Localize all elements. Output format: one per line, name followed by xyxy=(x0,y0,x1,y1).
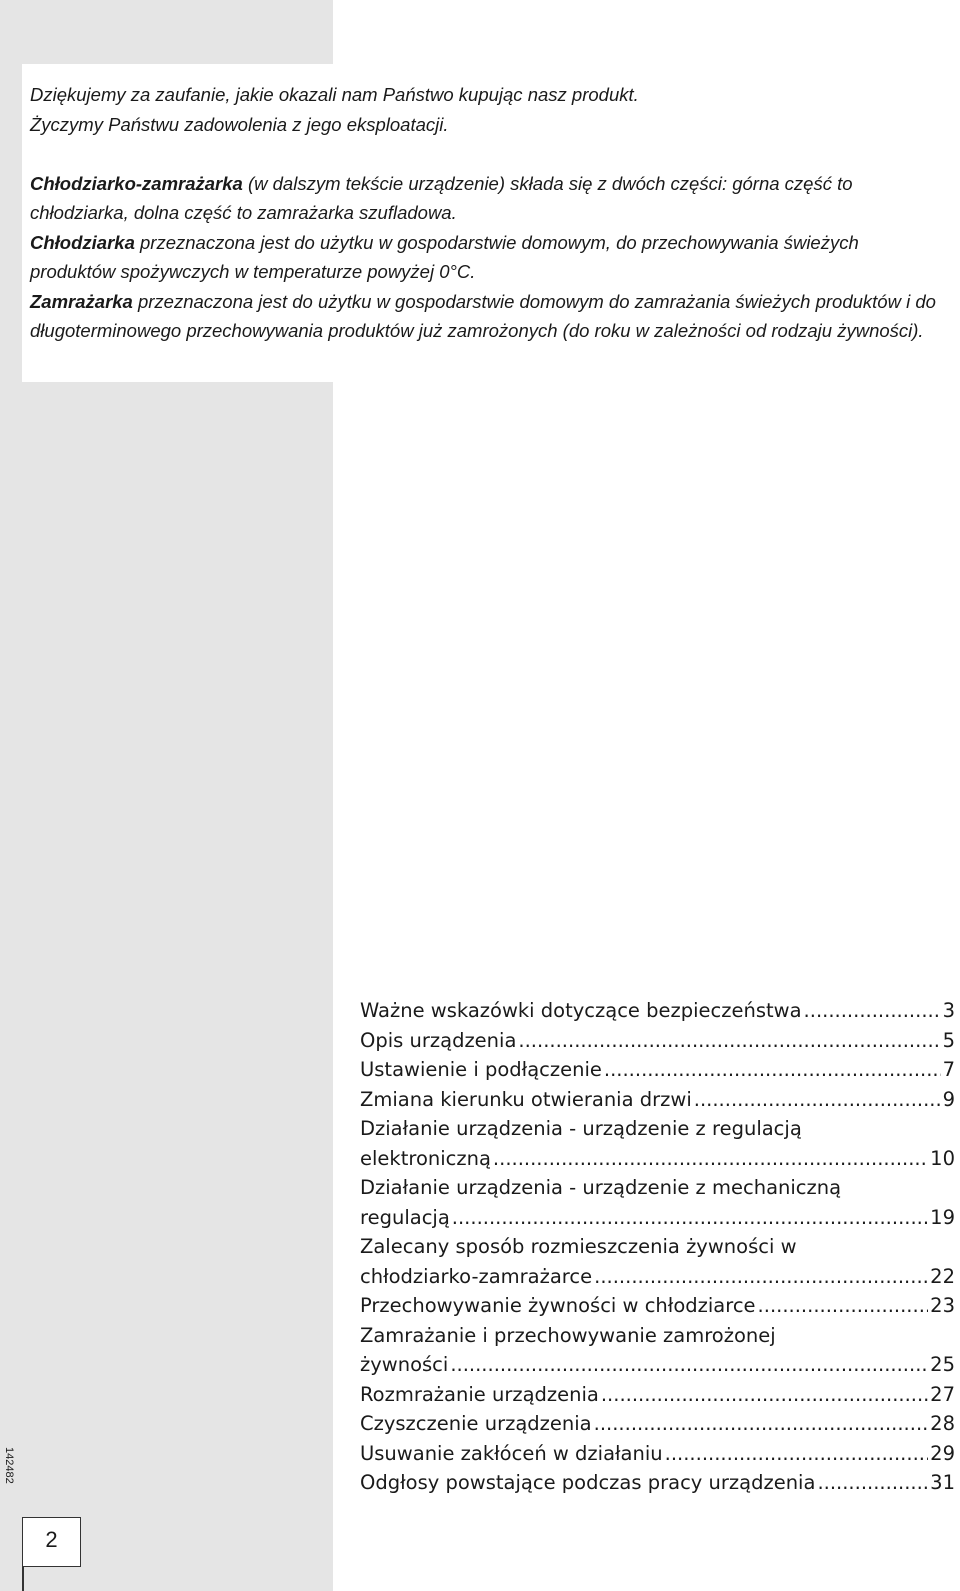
toc-title: chłodziarko-zamrażarce xyxy=(360,1264,593,1288)
toc-entry[interactable] xyxy=(360,1085,955,1115)
toc-entry[interactable] xyxy=(360,1409,955,1439)
table-of-contents xyxy=(360,996,955,1498)
term-fridge: Chłodziarka xyxy=(30,231,135,253)
toc-entry[interactable] xyxy=(360,1380,955,1410)
toc-leader-dots xyxy=(804,996,941,1026)
toc-entry[interactable] xyxy=(360,1055,955,1085)
toc-entry[interactable] xyxy=(360,1439,955,1469)
toc-page-number: 9 xyxy=(942,1087,955,1111)
toc-leader-dots xyxy=(817,1468,928,1498)
appliance-description: (w dalszym tekście urządzenie) składa się z dwóch części: górna część to chłodziarka, dolna część to zamrażarka szufladowa. xyxy=(30,172,853,223)
toc-page-number: 29 xyxy=(930,1441,955,1465)
toc-title: Opis urządzenia xyxy=(360,1028,517,1052)
toc-title: Rozmrażanie urządzenia xyxy=(360,1382,599,1406)
toc-title: Usuwanie zakłóceń w działaniu xyxy=(360,1441,663,1465)
toc-page-number: 31 xyxy=(930,1471,955,1494)
toc-leader-dots xyxy=(450,1350,928,1380)
toc-entry[interactable] xyxy=(360,1291,955,1321)
toc-title: regulacją xyxy=(360,1205,450,1229)
toc-leader-dots xyxy=(665,1439,929,1469)
toc-leader-dots xyxy=(594,1409,929,1439)
toc-entry[interactable] xyxy=(360,996,955,1026)
intro-paragraph-fridge xyxy=(30,228,945,287)
toc-page-number: 22 xyxy=(930,1264,955,1288)
toc-title-line-1: Zamrażanie i przechowywanie zamrożonej xyxy=(360,1323,776,1347)
toc-title: żywności xyxy=(360,1353,449,1376)
intro-paragraph-appliance xyxy=(30,169,945,228)
toc-page-number: 5 xyxy=(942,1028,955,1052)
toc-page-number: 3 xyxy=(942,999,955,1022)
toc-entry[interactable] xyxy=(360,1173,955,1232)
toc-page-number: 28 xyxy=(930,1412,955,1435)
toc-leader-dots xyxy=(452,1203,928,1233)
thanks-line-1: Dziękujemy za zaufanie, jakie okazali nam Państwo kupując nasz produkt. xyxy=(30,84,639,105)
toc-title: Odgłosy powstające podczas pracy urządzenia xyxy=(360,1471,816,1494)
document-code: 142482 xyxy=(3,1447,15,1484)
toc-title-line-1: Działanie urządzenia - urządzenie z mechaniczną xyxy=(360,1176,842,1199)
term-appliance: Chłodziarko-zamrażarka xyxy=(30,172,243,194)
toc-entry[interactable] xyxy=(360,1114,955,1173)
toc-entry[interactable] xyxy=(360,1232,955,1291)
toc-page-number: 23 xyxy=(930,1294,955,1317)
page-number-box xyxy=(22,1517,81,1567)
toc-title: Ważne wskazówki dotyczące bezpieczeństwa xyxy=(360,999,802,1022)
toc-leader-dots xyxy=(758,1291,929,1321)
toc-leader-dots xyxy=(594,1262,928,1292)
toc-leader-dots xyxy=(601,1380,928,1410)
thanks-line-2: Życzymy Państwu zadowolenia z jego eksploatacji. xyxy=(30,113,449,135)
toc-title: Czyszczenie urządzenia xyxy=(360,1412,592,1435)
term-freezer: Zamrażarka xyxy=(30,290,133,312)
toc-page-number: 19 xyxy=(930,1205,955,1229)
fridge-description: przeznaczona jest do użytku w gospodarstwie domowym, do przechowywania świeżych produktów spożywczych w temperaturze powyżej 0°C. xyxy=(30,231,859,282)
freezer-description: przeznaczona jest do użytku w gospodarstwie domowym do zamrażania świeżych produktów i do długoterminowego przechowywania produktów już zamrożonych (do roku w zależności od rodzaju żywności). xyxy=(30,290,936,341)
toc-page-number: 10 xyxy=(930,1146,955,1170)
toc-title: Zmiana kierunku otwierania drzwi xyxy=(360,1087,692,1111)
toc-title-line-1: Zalecany sposób rozmieszczenia żywności w xyxy=(360,1235,797,1258)
toc-page-number: 27 xyxy=(930,1382,955,1406)
toc-leader-dots xyxy=(518,1026,940,1056)
intro-text xyxy=(30,80,945,346)
toc-leader-dots xyxy=(493,1144,928,1174)
toc-entry[interactable] xyxy=(360,1026,955,1056)
toc-title: Przechowywanie żywności w chłodziarce xyxy=(360,1294,756,1317)
toc-title-line-1: Działanie urządzenia - urządzenie z regulacją xyxy=(360,1117,802,1140)
toc-entry[interactable] xyxy=(360,1468,955,1498)
toc-entry[interactable] xyxy=(360,1321,955,1380)
toc-page-number: 7 xyxy=(942,1058,955,1081)
toc-page-number: 25 xyxy=(930,1353,955,1376)
toc-leader-dots xyxy=(604,1055,941,1085)
page-number-stem-line xyxy=(22,1566,24,1591)
toc-title: Ustawienie i podłączenie xyxy=(360,1058,602,1081)
toc-leader-dots xyxy=(694,1085,941,1115)
intro-paragraph-freezer xyxy=(30,287,945,346)
page-number: 2 xyxy=(45,1527,58,1552)
toc-title: elektroniczną xyxy=(360,1146,491,1170)
